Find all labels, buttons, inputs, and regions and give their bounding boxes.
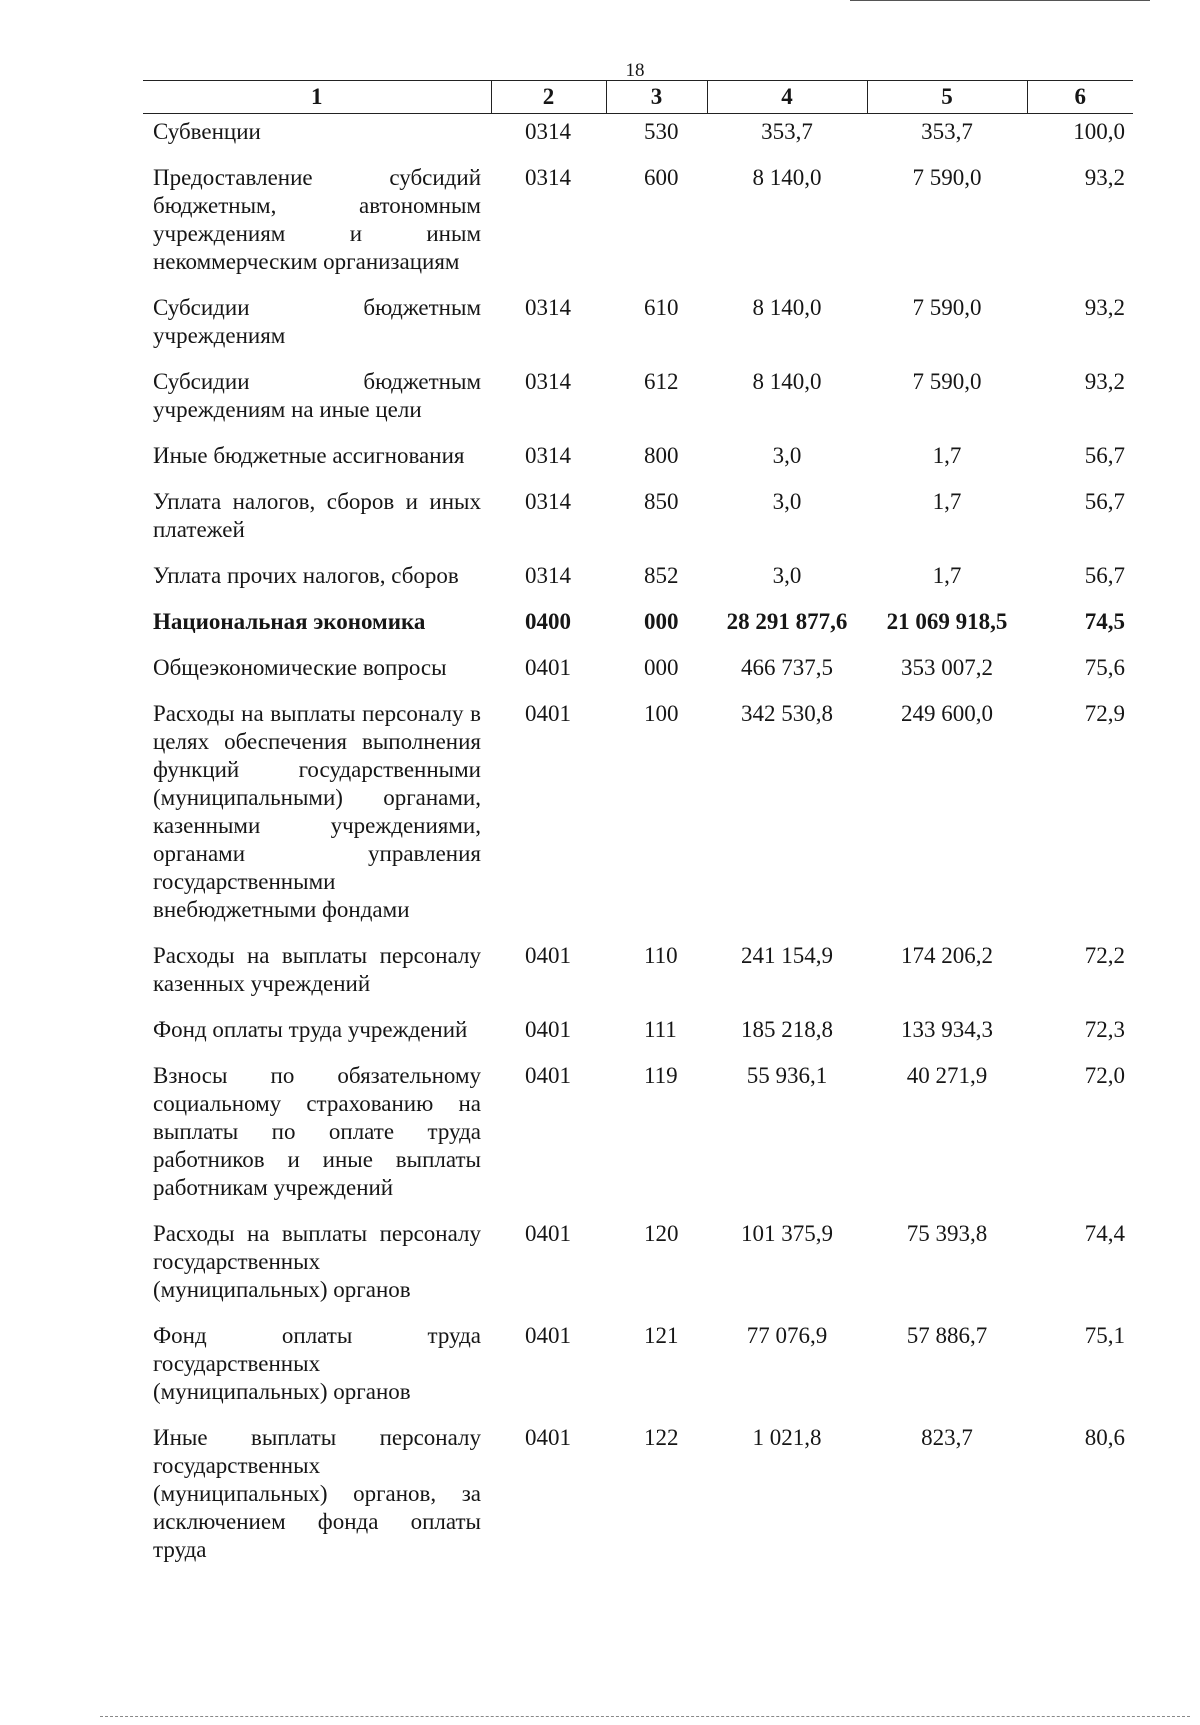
row-plan-amount: 1 021,8 <box>752 1425 822 1450</box>
row-actual-amount: 7 590,0 <box>912 369 982 394</box>
row-plan-amount: 353,7 <box>761 119 813 144</box>
budget-table <box>143 80 1133 1578</box>
row-expense-type: 530 <box>644 119 679 144</box>
row-percent: 93,2 <box>1084 369 1125 394</box>
row-expense-type: 119 <box>644 1063 678 1088</box>
row-expense-type: 121 <box>644 1323 679 1348</box>
table-row <box>143 114 1133 161</box>
table-row <box>143 604 1133 650</box>
row-plan-amount: 241 154,9 <box>741 943 833 968</box>
table-header <box>143 81 1133 114</box>
row-name: Субсидии бюджетным учреждениям на иные цели <box>153 369 481 422</box>
row-expense-type: 000 <box>644 655 679 680</box>
header-row <box>143 81 1133 114</box>
row-section-code: 0401 <box>525 1323 571 1348</box>
row-name: Расходы на выплаты персоналу казенных учреждений <box>153 943 481 996</box>
row-actual-amount: 21 069 918,5 <box>886 609 1008 634</box>
row-name: Иные выплаты персоналу государственных (муниципальных) органов, за исключением фонда оплаты труда <box>153 1425 481 1562</box>
row-name: Субсидии бюджетным учреждениям <box>153 295 481 348</box>
bottom-edge-rule <box>100 1716 1190 1717</box>
row-actual-amount: 353,7 <box>921 119 973 144</box>
row-expense-type: 111 <box>644 1017 677 1042</box>
row-percent: 93,2 <box>1084 165 1125 190</box>
row-plan-amount: 28 291 877,6 <box>726 609 848 634</box>
row-actual-amount: 1,7 <box>932 443 962 468</box>
row-actual-amount: 7 590,0 <box>912 165 982 190</box>
row-actual-amount: 249 600,0 <box>901 701 993 726</box>
row-section-code: 0314 <box>525 369 571 394</box>
row-name: Фонд оплаты труда учреждений <box>153 1017 468 1042</box>
row-name: Предоставление субсидий бюджетным, автономным учреждениям и иным некоммерческим организациям <box>153 165 481 274</box>
row-section-code: 0401 <box>525 1425 571 1450</box>
row-expense-type: 612 <box>644 369 679 394</box>
header-col-4: 4 <box>707 81 867 114</box>
row-actual-amount: 133 934,3 <box>901 1017 993 1042</box>
row-section-code: 0314 <box>525 443 571 468</box>
row-percent: 72,0 <box>1084 1063 1125 1088</box>
row-percent: 80,6 <box>1084 1425 1125 1450</box>
row-plan-amount: 77 076,9 <box>746 1323 828 1348</box>
top-edge-rule <box>850 0 1150 1</box>
row-name: Иные бюджетные ассигнования <box>153 443 465 468</box>
row-actual-amount: 823,7 <box>921 1425 973 1450</box>
row-expense-type: 110 <box>644 943 678 968</box>
row-percent: 72,3 <box>1084 1017 1125 1042</box>
row-percent: 56,7 <box>1084 563 1125 588</box>
row-actual-amount: 7 590,0 <box>912 295 982 320</box>
row-section-code: 0314 <box>525 489 571 514</box>
table-row <box>143 1058 1133 1216</box>
row-actual-amount: 1,7 <box>932 563 962 588</box>
row-section-code: 0314 <box>525 295 571 320</box>
row-percent: 56,7 <box>1084 443 1125 468</box>
row-expense-type: 000 <box>644 609 679 634</box>
row-actual-amount: 40 271,9 <box>906 1063 988 1088</box>
header-col-5: 5 <box>867 81 1027 114</box>
row-actual-amount: 1,7 <box>932 489 962 514</box>
row-section-code: 0400 <box>525 609 571 634</box>
table-row <box>143 438 1133 484</box>
row-expense-type: 122 <box>644 1425 679 1450</box>
row-plan-amount: 8 140,0 <box>752 165 822 190</box>
row-actual-amount: 353 007,2 <box>901 655 993 680</box>
row-section-code: 0401 <box>525 943 571 968</box>
header-col-2: 2 <box>491 81 606 114</box>
row-expense-type: 600 <box>644 165 679 190</box>
row-name: Общеэкономические вопросы <box>153 655 447 680</box>
row-expense-type: 800 <box>644 443 679 468</box>
row-section-code: 0401 <box>525 1063 571 1088</box>
row-section-code: 0401 <box>525 1017 571 1042</box>
row-section-code: 0314 <box>525 165 571 190</box>
table-row <box>143 290 1133 364</box>
row-plan-amount: 466 737,5 <box>741 655 833 680</box>
row-plan-amount: 3,0 <box>772 489 802 514</box>
row-percent: 75,1 <box>1084 1323 1125 1348</box>
table-body <box>143 114 1133 1579</box>
table-row <box>143 1012 1133 1058</box>
row-actual-amount: 75 393,8 <box>906 1221 988 1246</box>
table-row <box>143 484 1133 558</box>
row-section-code: 0401 <box>525 655 571 680</box>
row-percent: 75,6 <box>1084 655 1125 680</box>
row-name: Расходы на выплаты персоналу государственных (муниципальных) органов <box>153 1221 481 1302</box>
table-row <box>143 558 1133 604</box>
row-percent: 100,0 <box>1073 119 1125 144</box>
row-name: Уплата налогов, сборов и иных платежей <box>153 489 481 542</box>
table-row <box>143 160 1133 290</box>
row-name: Уплата прочих налогов, сборов <box>153 563 459 588</box>
row-section-code: 0314 <box>525 563 571 588</box>
row-expense-type: 610 <box>644 295 679 320</box>
table-row <box>143 1216 1133 1318</box>
row-percent: 74,5 <box>1084 609 1125 634</box>
row-percent: 72,2 <box>1084 943 1125 968</box>
row-plan-amount: 3,0 <box>772 443 802 468</box>
row-expense-type: 852 <box>644 563 679 588</box>
table-row <box>143 364 1133 438</box>
row-name: Взносы по обязательному социальному страхованию на выплаты по оплате труда работников и иные выплаты работникам учреждений <box>153 1063 481 1200</box>
row-plan-amount: 342 530,8 <box>741 701 833 726</box>
row-plan-amount: 101 375,9 <box>741 1221 833 1246</box>
row-section-code: 0401 <box>525 1221 571 1246</box>
row-percent: 72,9 <box>1084 701 1125 726</box>
table-row <box>143 650 1133 696</box>
row-section-code: 0314 <box>525 119 571 144</box>
row-percent: 56,7 <box>1084 489 1125 514</box>
row-plan-amount: 55 936,1 <box>746 1063 828 1088</box>
row-name: Национальная экономика <box>153 609 426 634</box>
row-plan-amount: 8 140,0 <box>752 369 822 394</box>
header-col-3: 3 <box>606 81 707 114</box>
table-row <box>143 696 1133 938</box>
row-name: Субвенции <box>153 119 261 144</box>
row-plan-amount: 185 218,8 <box>741 1017 833 1042</box>
row-plan-amount: 8 140,0 <box>752 295 822 320</box>
row-plan-amount: 3,0 <box>772 563 802 588</box>
header-col-6: 6 <box>1027 81 1133 114</box>
page-number: 18 <box>625 60 645 81</box>
row-section-code: 0401 <box>525 701 571 726</box>
row-name: Расходы на выплаты персоналу в целях обеспечения выполнения функций государственными (муниципальными) органами, казенными учреждениями, органами управления государственными внебюджетными фондами <box>153 701 481 922</box>
table-row <box>143 1420 1133 1578</box>
row-actual-amount: 57 886,7 <box>906 1323 988 1348</box>
row-name: Фонд оплаты труда государственных (муниципальных) органов <box>153 1323 481 1404</box>
row-actual-amount: 174 206,2 <box>901 943 993 968</box>
table-row <box>143 938 1133 1012</box>
row-percent: 74,4 <box>1084 1221 1125 1246</box>
row-percent: 93,2 <box>1084 295 1125 320</box>
row-expense-type: 120 <box>644 1221 679 1246</box>
table-row <box>143 1318 1133 1420</box>
row-expense-type: 850 <box>644 489 679 514</box>
row-expense-type: 100 <box>644 701 679 726</box>
header-col-1: 1 <box>143 81 491 114</box>
